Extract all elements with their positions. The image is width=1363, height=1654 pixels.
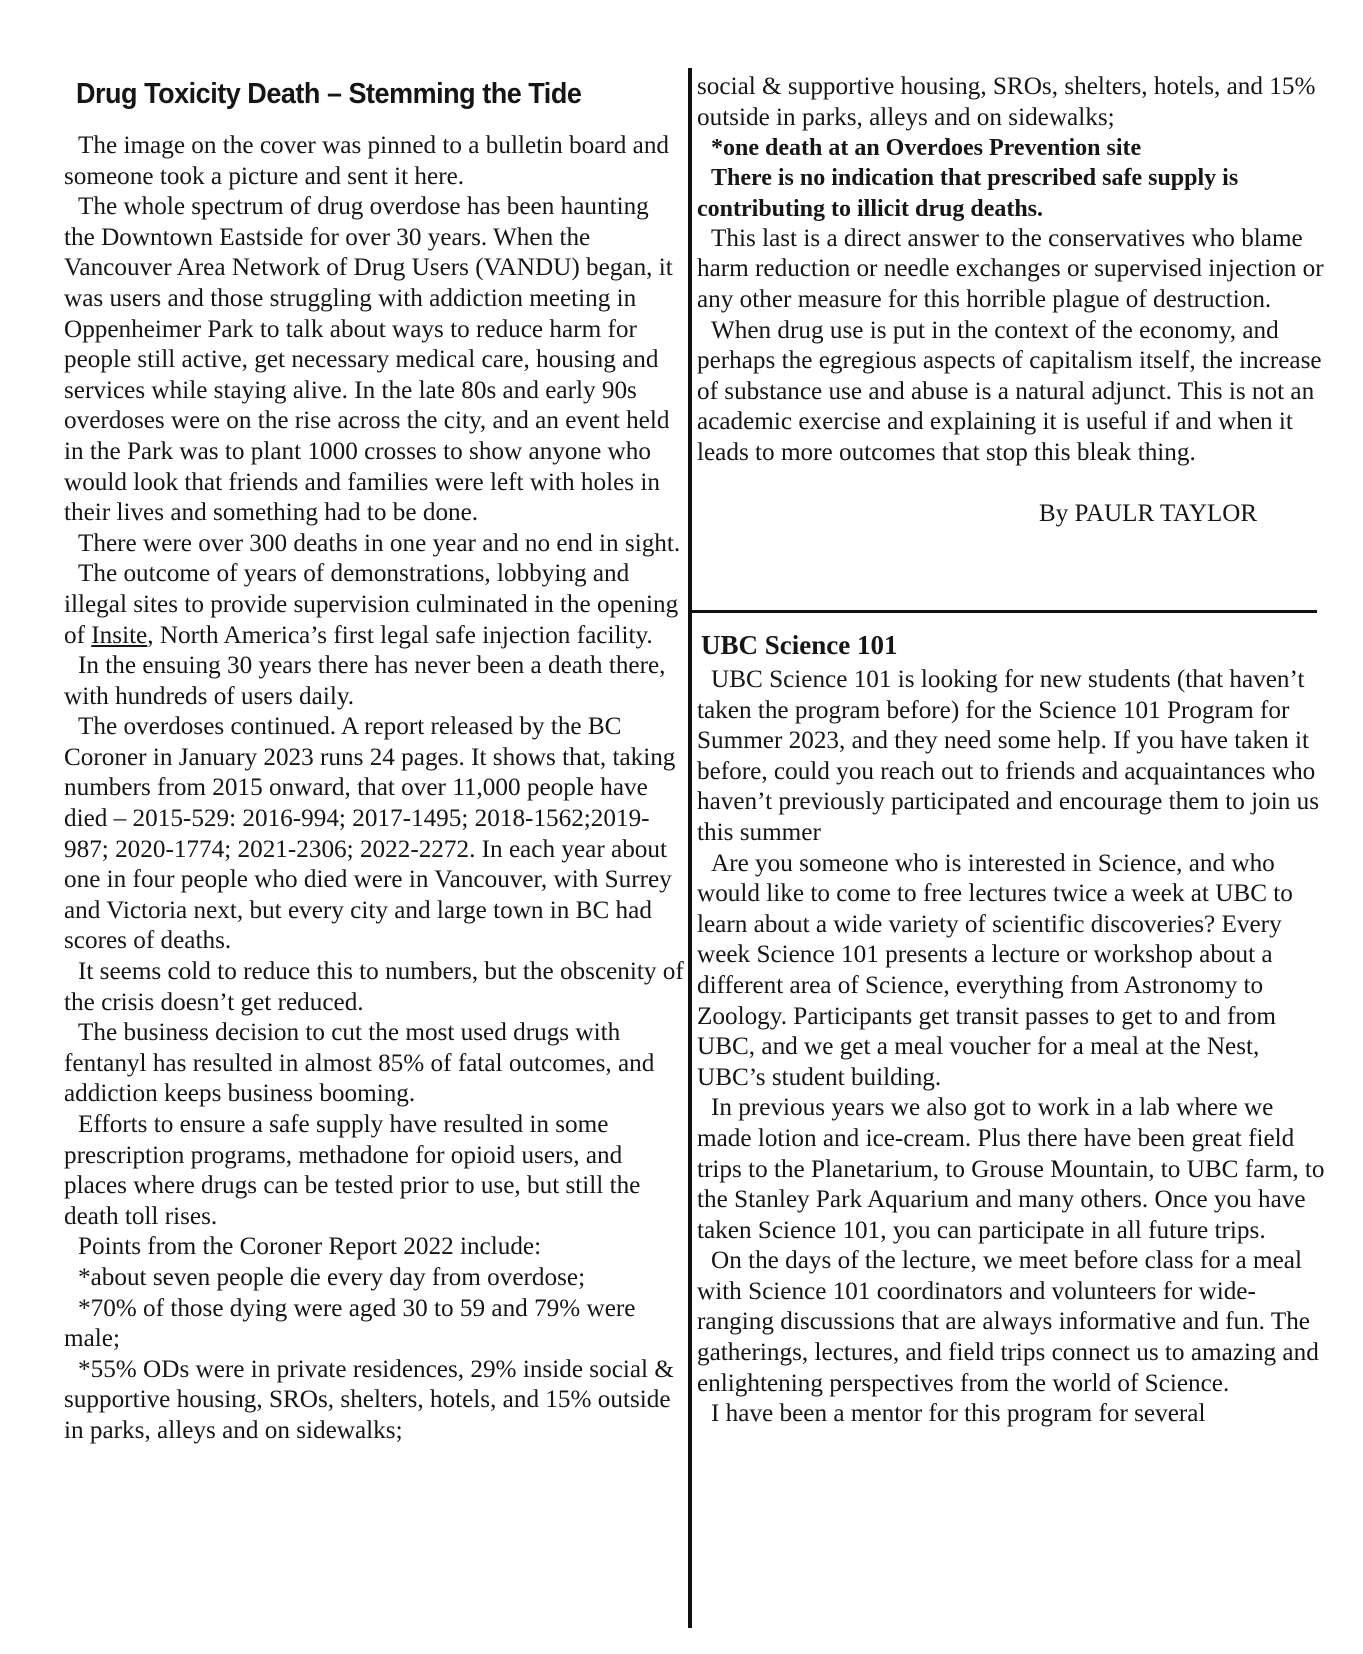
text: The outcome of years of demonstrations, lobbying and illegal sites to provide supervision culminated in the opening of <box>64 560 679 649</box>
column-divider <box>688 68 692 1628</box>
paragraph: UBC Science 101 is looking for new students (that haven’t taken the program before) for the Science 101 Program for Summer 2023, and they need some help. If you have taken it before, could you reach out to friends and acquaintances who haven’t previously participated and encourage them to join us this summer <box>697 666 1320 846</box>
insite-link: Insite <box>91 621 148 649</box>
bullet-item: *55% ODs were in private residences, 29% inside social & supportive housing, SROs, shelters, hotels, and 15% outside in parks, alleys and on sidewalks; <box>64 1355 674 1444</box>
paragraph: In the ensuing 30 years there has never been a death there, with hundreds of users daily. <box>64 652 666 710</box>
section-divider <box>692 610 1317 613</box>
paragraph: The whole spectrum of drug overdose has been haunting the Downtown Eastside for over 30 years. When the Vancouver Area Network of Drug Users (VANDU) began, it was users and those struggling with addiction meeting in Oppenheimer Park to talk about ways to reduce harm for people still active, get necessary medical care, housing and services while staying alive. In the late 80s and early 90s overdoses were on the rise across the city, and an event held in the Park was to plant 1000 crosses to show anyone who would look that friends and families were left with holes in their lives and something had to be done. <box>64 193 673 527</box>
paragraph: Points from the Coroner Report 2022 include: <box>78 1233 542 1261</box>
paragraph: When drug use is put in the context of the economy, and perhaps the egregious aspects of capitalism itself, the increase of substance use and abuse is a natural adjunct. This is not an academic exercise and explaining it is useful if and when it leads to more outcomes that stop this bleak thing. <box>697 316 1322 466</box>
left-column <box>64 60 684 1444</box>
paragraph: social & supportive housing, SROs, shelters, hotels, and 15% outside in parks, alleys and on sidewalks; <box>697 73 1316 131</box>
paragraph: In previous years we also got to work in a lab where we made lotion and ice-cream. Plus there have been great field trips to the Planetarium, to Grouse Mountain, to UBC farm, to the Stanley Park Aquarium and many others. Once you have taken Science 101, you can participate in all future trips. <box>697 1094 1325 1244</box>
article-title: Drug Toxicity Death – Stemming the Tide <box>76 78 582 110</box>
paragraph: There were over 300 deaths in one year and no end in sight. <box>78 529 681 557</box>
paragraph: It seems cold to reduce this to numbers, but the obscenity of the crisis doesn’t get reduced. <box>64 958 684 1016</box>
paragraph: Efforts to ensure a safe supply have resulted in some prescription programs, methadone for opioid users, and places where drugs can be tested prior to use, but still the death toll rises. <box>64 1111 641 1230</box>
right-column <box>697 72 1327 529</box>
paragraph: The overdoses continued. A report released by the BC Coroner in January 2023 runs 24 pages. It shows that, taking numbers from 2015 onward, that over 11,000 people have died – 2015-529: 2016-994; 2017-1495; 2018-1562;2019-987; 2020-1774; 2021-2306; 2022-2272. In each year about one in four people who died were in Vancouver, with Surrey and Victoria next, but every city and large town in BC had scores of deaths. <box>64 713 676 955</box>
paragraph: On the days of the lecture, we meet before class for a meal with Science 101 coordinators and volunteers for wide-ranging discussions that are always informative and fun. The gatherings, lectures, and field trips connect us to amazing and enlightening perspectives from the world of Science. <box>697 1247 1319 1397</box>
paragraph: Are you someone who is interested in Science, and who would like to come to free lectures twice a week at UBC to learn about a wide variety of scientific discoveries? Every week Science 101 presents a lecture or workshop about a different area of Science, everything from Astronomy to Zoology. Participants get transit passes to get to and from UBC, and we get a meal voucher for a meal at the Nest, UBC’s student building. <box>697 849 1293 1091</box>
bullet-item: *70% of those dying were aged 30 to 59 and 79% were male; <box>64 1294 636 1353</box>
paragraph: I have been a mentor for this program for several <box>711 1400 1206 1428</box>
paragraph <box>64 559 684 651</box>
section-title: UBC Science 101 <box>701 630 898 660</box>
text: , North America’s first legal safe injection facility. <box>147 621 653 649</box>
paragraph: The business decision to cut the most used drugs with fentanyl has resulted in almost 85% of fatal outcomes, and addiction keeps business booming. <box>64 1019 655 1108</box>
ubc-section <box>697 630 1327 1430</box>
paragraph: This last is a direct answer to the conservatives who blame harm reduction or needle exchanges or supervised injection or any other measure for this horrible plague of destruction. <box>697 224 1324 313</box>
bullet-item: *about seven people die every day from overdose; <box>78 1263 586 1291</box>
bold-statement: There is no indication that prescribed safe supply is contributing to illicit drug deaths. <box>697 165 1239 222</box>
byline: By PAULR TAYLOR <box>1039 499 1257 527</box>
paragraph: The image on the cover was pinned to a bulletin board and someone took a picture and sent it here. <box>64 132 670 190</box>
bullet-item: *one death at an Overdoes Prevention site <box>711 135 1142 162</box>
